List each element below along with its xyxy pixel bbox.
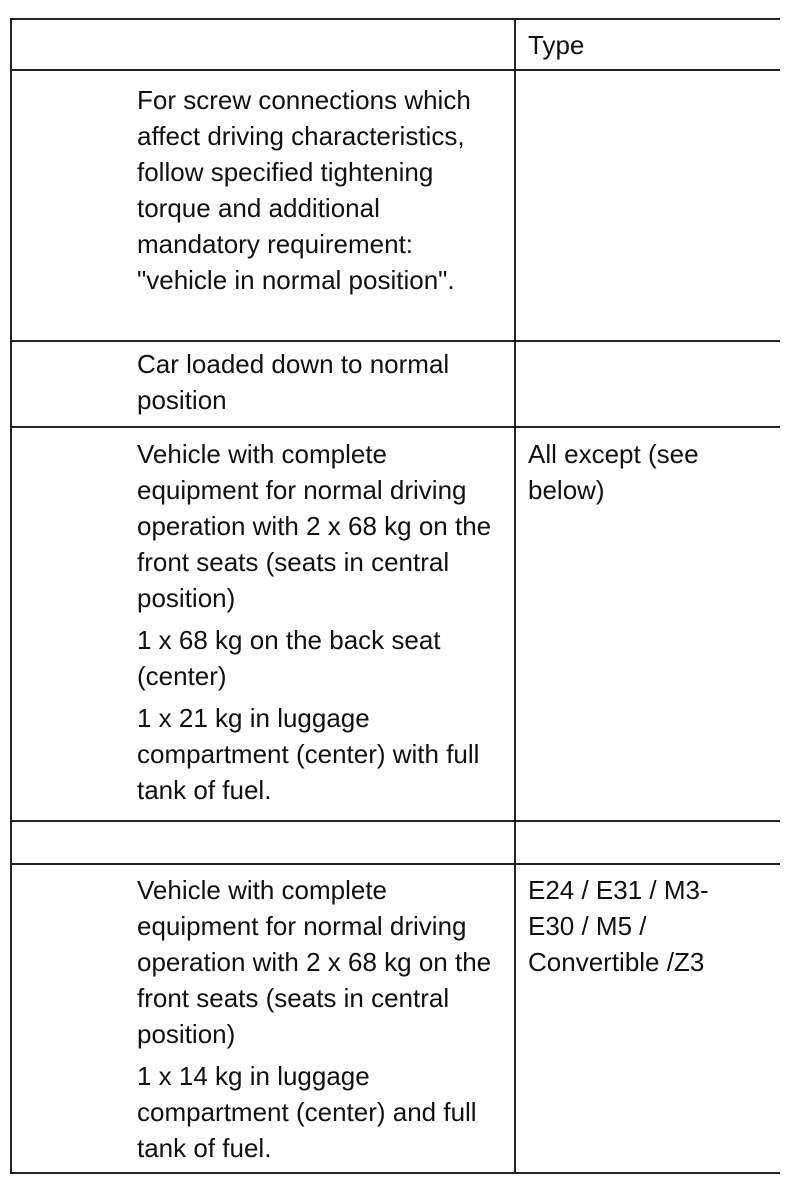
row-divider [10, 340, 780, 342]
row-5-type [528, 872, 743, 980]
row-3-text-3: 1 x 21 kg in luggage compartment (center) with full tank of fuel. [137, 703, 480, 805]
row-5-description [137, 872, 509, 1166]
row-divider [10, 820, 780, 822]
column-divider [514, 18, 516, 1174]
row-divider [10, 863, 780, 865]
table-border-bottom [10, 1172, 780, 1174]
row-3-text-2: 1 x 68 kg on the back seat (center) [137, 625, 441, 691]
row-2-description [137, 346, 509, 418]
row-3-type [528, 436, 773, 508]
row-5-text-2: 1 x 14 kg in luggage compartment (center) and full tank of fuel. [137, 1061, 477, 1163]
row-3-text-1: Vehicle with complete equipment for normal driving operation with 2 x 68 kg on the front seats (seats in central position) [137, 439, 492, 613]
header-type: Type [528, 30, 585, 60]
table-border-top [10, 18, 780, 20]
row-3-type-text: All except (see below) [528, 439, 699, 505]
row-divider [10, 69, 780, 71]
row-3-description [137, 436, 509, 808]
row-divider [10, 426, 780, 428]
row-1-description [137, 82, 509, 298]
row-2-text: Car loaded down to normal position [137, 349, 450, 415]
table-border-left [10, 18, 12, 1174]
row-1-text: For screw connections which affect driving characteristics, follow specified tightening torque and additional mandatory requirement: "vehicle in normal position". [137, 85, 471, 295]
row-5-type-text: E24 / E31 / M3-E30 / M5 / Convertible /Z3 [528, 875, 709, 977]
row-5-text-1: Vehicle with complete equipment for normal driving operation with 2 x 68 kg on the front seats (seats in central position) [137, 875, 492, 1049]
